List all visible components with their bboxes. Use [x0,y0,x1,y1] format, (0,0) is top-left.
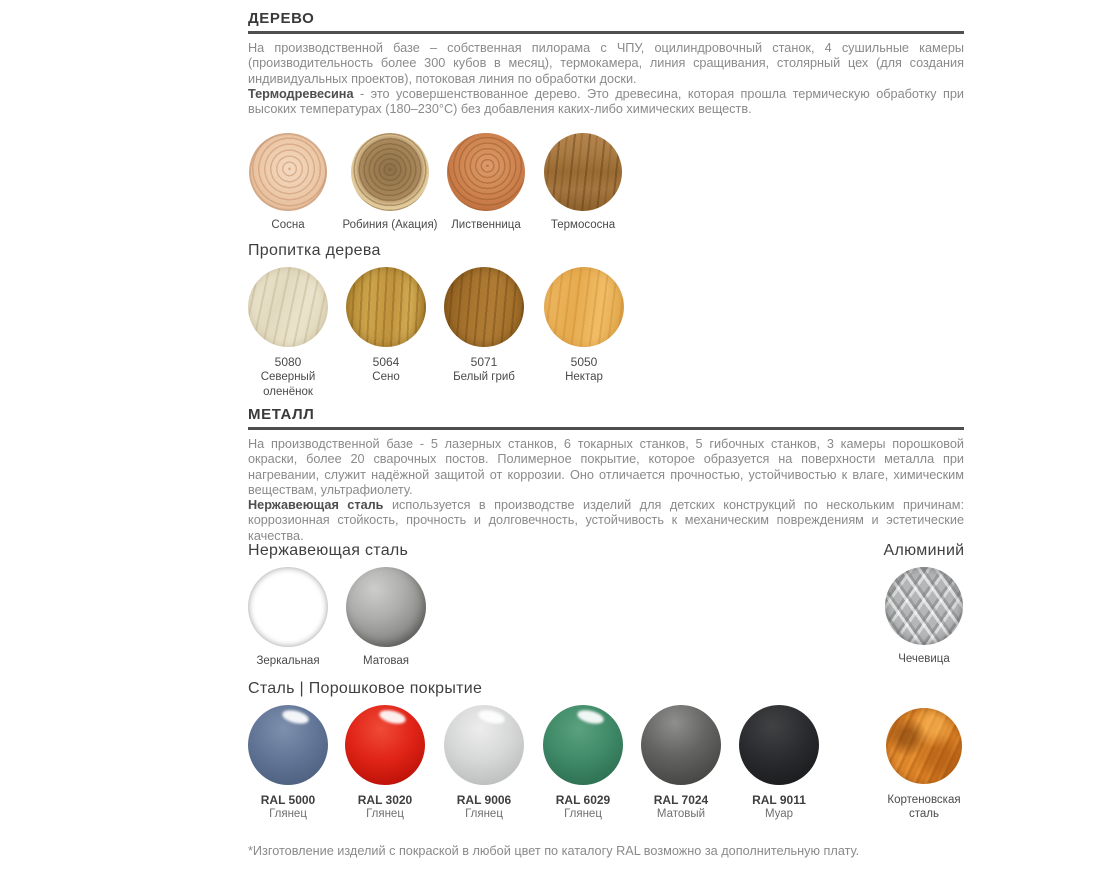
impregnation-5064-image [346,267,426,347]
ral5000-sphere-image [248,705,328,785]
powder-swatch-finish: Матовый [656,808,706,821]
stainless-swatch-label: Матовая [363,655,409,667]
content-column [248,0,964,879]
impregnation-code: 5050 [570,355,598,369]
wood-species-row [248,133,964,233]
impregnation-title: Пропитка дерева [248,242,381,259]
stainless-aluminum-row [248,567,964,677]
powder-coating-title: Сталь | Порошковое покрытие [248,680,483,697]
wood-swatch-thermopine [523,133,643,232]
powder-coating-row [248,705,964,835]
ral3020-sphere-image [345,705,425,785]
wood-slice-thermopine-image [544,133,622,211]
corten-steel-swatch [864,705,984,822]
impregnation-code: 5064 [372,355,400,369]
impregnation-5071-image [444,267,524,347]
impregnation-name: Белый гриб [453,371,515,384]
wood-swatch-label: Термососна [550,219,616,231]
ral9006-sphere-image [444,705,524,785]
stainless-swatch-label: Зеркальная [256,655,320,667]
powder-swatch-code: RAL 3020 [357,793,413,807]
wood-slice-larch-image [447,133,525,211]
diamond-plate-image [885,567,963,645]
powder-swatch-finish: Глянец [366,808,404,821]
powder-swatch-code: RAL 9011 [752,793,806,807]
wood-swatch-label: Лиственница [451,219,521,231]
wood-paragraph-2-lead: Термодревесина [248,86,354,101]
ral-footnote: *Изготовление изделий с покраской в любой цвет по каталогу RAL возможно за дополнительную плату. [248,844,860,858]
wood-paragraph-2 [248,87,964,118]
wood-slice-robinia-image [351,133,429,211]
powder-swatch-ral9011 [719,705,839,822]
impregnation-swatch-5050 [524,267,644,385]
metal-paragraph-2-lead: Нержавеющая сталь [248,498,384,513]
aluminum-swatch-label: Чечевица [898,653,950,665]
impregnation-code: 5071 [470,355,498,369]
powder-swatch-finish: Глянец [564,808,602,821]
matte-steel-sphere-image [346,567,426,647]
powder-swatch-finish: Муар [764,808,794,821]
impregnation-5050-image [544,267,624,347]
wood-paragraph-1: На производственной базе – собственная пилорама с ЧПУ, оцилиндровочный станок, 4 сушильные камеры (производительность более 300 кубов в месяц), термокамера, линия сращивания, столярный цех (для создания индивидуальных проектов), потоковая линия по обработки доски. [248,41,964,86]
wood-slice-pine-image [249,133,327,211]
aluminum-title: Алюминий [883,542,965,559]
wood-section-title: ДЕРЕВО [248,10,315,27]
powder-swatch-code: RAL 9006 [456,793,512,807]
metal-section-divider [248,427,964,430]
impregnation-name: Северный оленёнок [260,371,316,398]
stainless-title: Нержавеющая сталь [248,542,409,559]
powder-swatch-code: RAL 6029 [555,793,611,807]
wood-paragraph-2-rest: - это усовершенствованное дерево. Это древесина, которая прошла термическую обработку при высоких температурах (180–230°С) без добавления каких-либо химических веществ. [248,86,964,117]
powder-swatch-code: RAL 5000 [260,793,316,807]
metal-paragraph-2-rest: используется в производстве изделий для детских конструкций по нескольким причинам: коррозионная стойкость, прочность и долговечность, устойчивость к механическим повреждениям и эстетические качества. [248,498,965,543]
powder-swatch-finish: Глянец [465,808,503,821]
impregnation-name: Сено [372,371,400,384]
metal-paragraph-2 [248,498,964,544]
wood-section-divider [248,31,964,34]
impregnation-5080-image [248,267,328,347]
wood-swatch-label: Сосна [271,219,305,231]
aluminum-swatch-lentil [864,567,984,666]
stainless-swatch-matte [326,567,446,668]
impregnation-row [248,267,964,397]
wood-section-paragraphs [248,41,964,117]
metal-section-title: МЕТАЛЛ [248,406,315,423]
mirror-steel-sphere-image [248,567,328,647]
powder-swatch-finish: Глянец [269,808,307,821]
impregnation-code: 5080 [274,355,302,369]
ral9011-sphere-image [739,705,819,785]
impregnation-name: Нектар [565,371,603,384]
powder-swatch-code: RAL 7024 [653,793,709,807]
ral7024-sphere-image [641,705,721,785]
metal-section-paragraphs [248,437,964,544]
ral6029-sphere-image [543,705,623,785]
metal-paragraph-1: На производственной базе - 5 лазерных станков, 6 токарных станков, 5 гибочных станков, 3 камеры порошковой окраски, более 20 сварочных постов. Полимерное покрытие, которое образуется на поверхности металла при нагревании, служит надёжной защитой от коррозии. Оно отличается прочностью, устойчивостью к влаге, химическим веществам, ультрафиолету. [248,437,964,497]
wood-swatch-label: Робиния (Акация) [342,219,438,231]
corten-steel-image [886,708,962,784]
corten-steel-label: Кортеновская сталь [887,794,961,821]
